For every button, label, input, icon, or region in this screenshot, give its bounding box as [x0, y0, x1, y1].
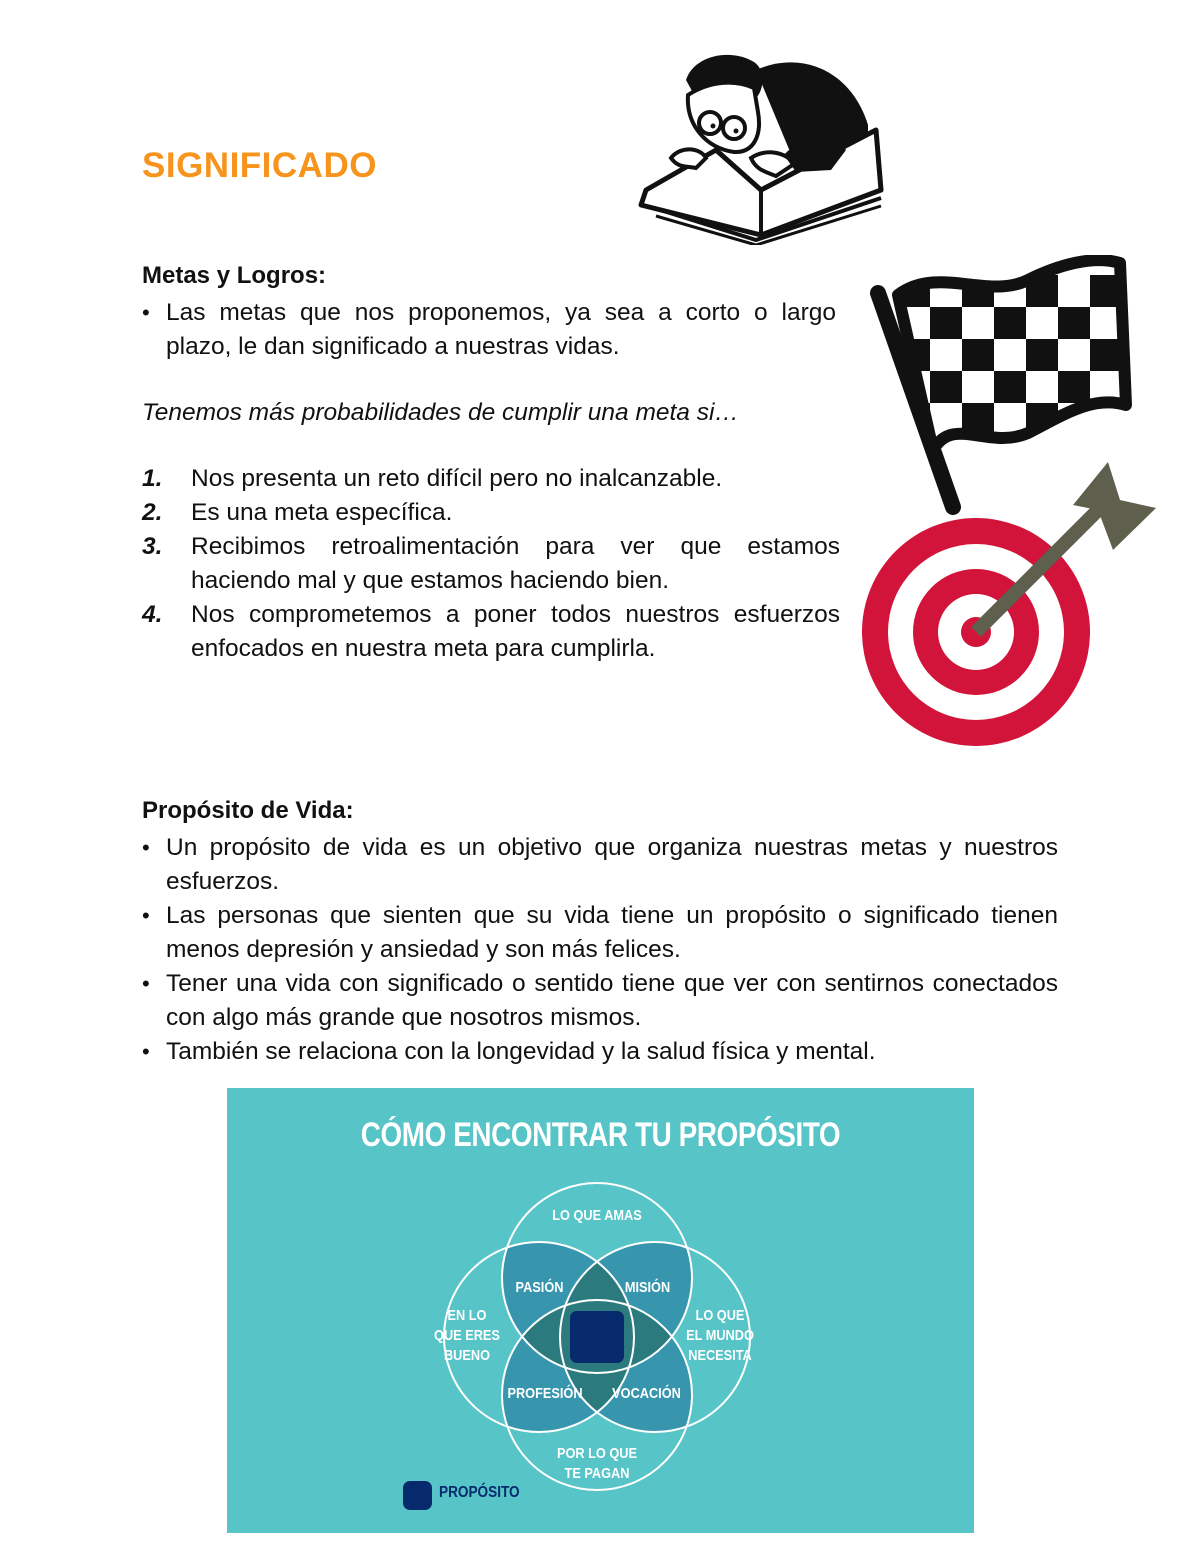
- target-arrow-icon: [858, 460, 1158, 755]
- step-number: 1.: [142, 465, 163, 492]
- purpose-center: [570, 1311, 624, 1363]
- list-item: • Las personas que sienten que su vida tiene un propósito o significado tienen menos depresión y ansiedad y son más felices.: [142, 899, 1058, 967]
- venn-label-love: LO QUE AMAS: [552, 1207, 642, 1224]
- proposito-bullet-list: [142, 831, 1058, 1069]
- infographic-title: CÓMO ENCONTRAR TU PROPÓSITO: [360, 1116, 841, 1154]
- metas-intro: Tenemos más probabilidades de cumplir una meta si…: [142, 399, 739, 426]
- venn-label-good-at: EN LO QUE ERES BUENO: [434, 1307, 500, 1364]
- reader-with-book-icon: [636, 40, 886, 245]
- step-number: 2.: [142, 499, 163, 526]
- step-number: 4.: [142, 601, 163, 628]
- legend-swatch: [403, 1481, 432, 1510]
- page-title: SIGNIFICADO: [142, 146, 377, 185]
- goal-steps-list: [142, 462, 840, 666]
- legend-label: PROPÓSITO: [439, 1484, 520, 1501]
- list-item: • También se relaciona con la longevidad y la salud física y mental.: [142, 1035, 1058, 1069]
- venn-label-paid-for: POR LO QUE TE PAGAN: [556, 1445, 638, 1482]
- venn-label-vocation: VOCACIÓN: [612, 1385, 681, 1402]
- step-text: Nos presenta un reto difícil pero no inalcanzable.: [191, 465, 723, 492]
- venn-label-profession: PROFESIÓN: [507, 1385, 583, 1402]
- proposito-heading: Propósito de Vida:: [142, 797, 354, 824]
- purpose-infographic: [227, 1088, 974, 1533]
- list-item: [142, 530, 840, 598]
- list-item: [142, 598, 840, 666]
- step-text: Recibimos retroalimentación para ver que estamos haciendo mal y que estamos haciendo bien.: [191, 533, 840, 594]
- metas-bullet-list: [142, 296, 836, 364]
- list-item: [142, 462, 840, 496]
- venn-label-passion: PASIÓN: [515, 1279, 564, 1296]
- step-number: 3.: [142, 533, 163, 560]
- metas-heading: Metas y Logros:: [142, 262, 327, 289]
- list-item: • Tener una vida con significado o sentido tiene que ver con sentirnos conectados con algo más grande que nosotros mismos.: [142, 967, 1058, 1035]
- step-text: Es una meta específica.: [191, 499, 453, 526]
- list-item: [142, 496, 840, 530]
- venn-label-world-needs: LO QUE EL MUNDO NECESITA: [686, 1307, 754, 1364]
- list-item: • Un propósito de vida es un objetivo que organiza nuestras metas y nuestros esfuerzos.: [142, 831, 1058, 899]
- venn-label-mission: MISIÓN: [624, 1279, 671, 1296]
- step-text: Nos comprometemos a poner todos nuestros esfuerzos enfocados en nuestra meta para cumplirla.: [191, 601, 840, 662]
- list-item: • Las metas que nos proponemos, ya sea a corto o largo plazo, le dan significado a nuestras vidas.: [142, 296, 836, 364]
